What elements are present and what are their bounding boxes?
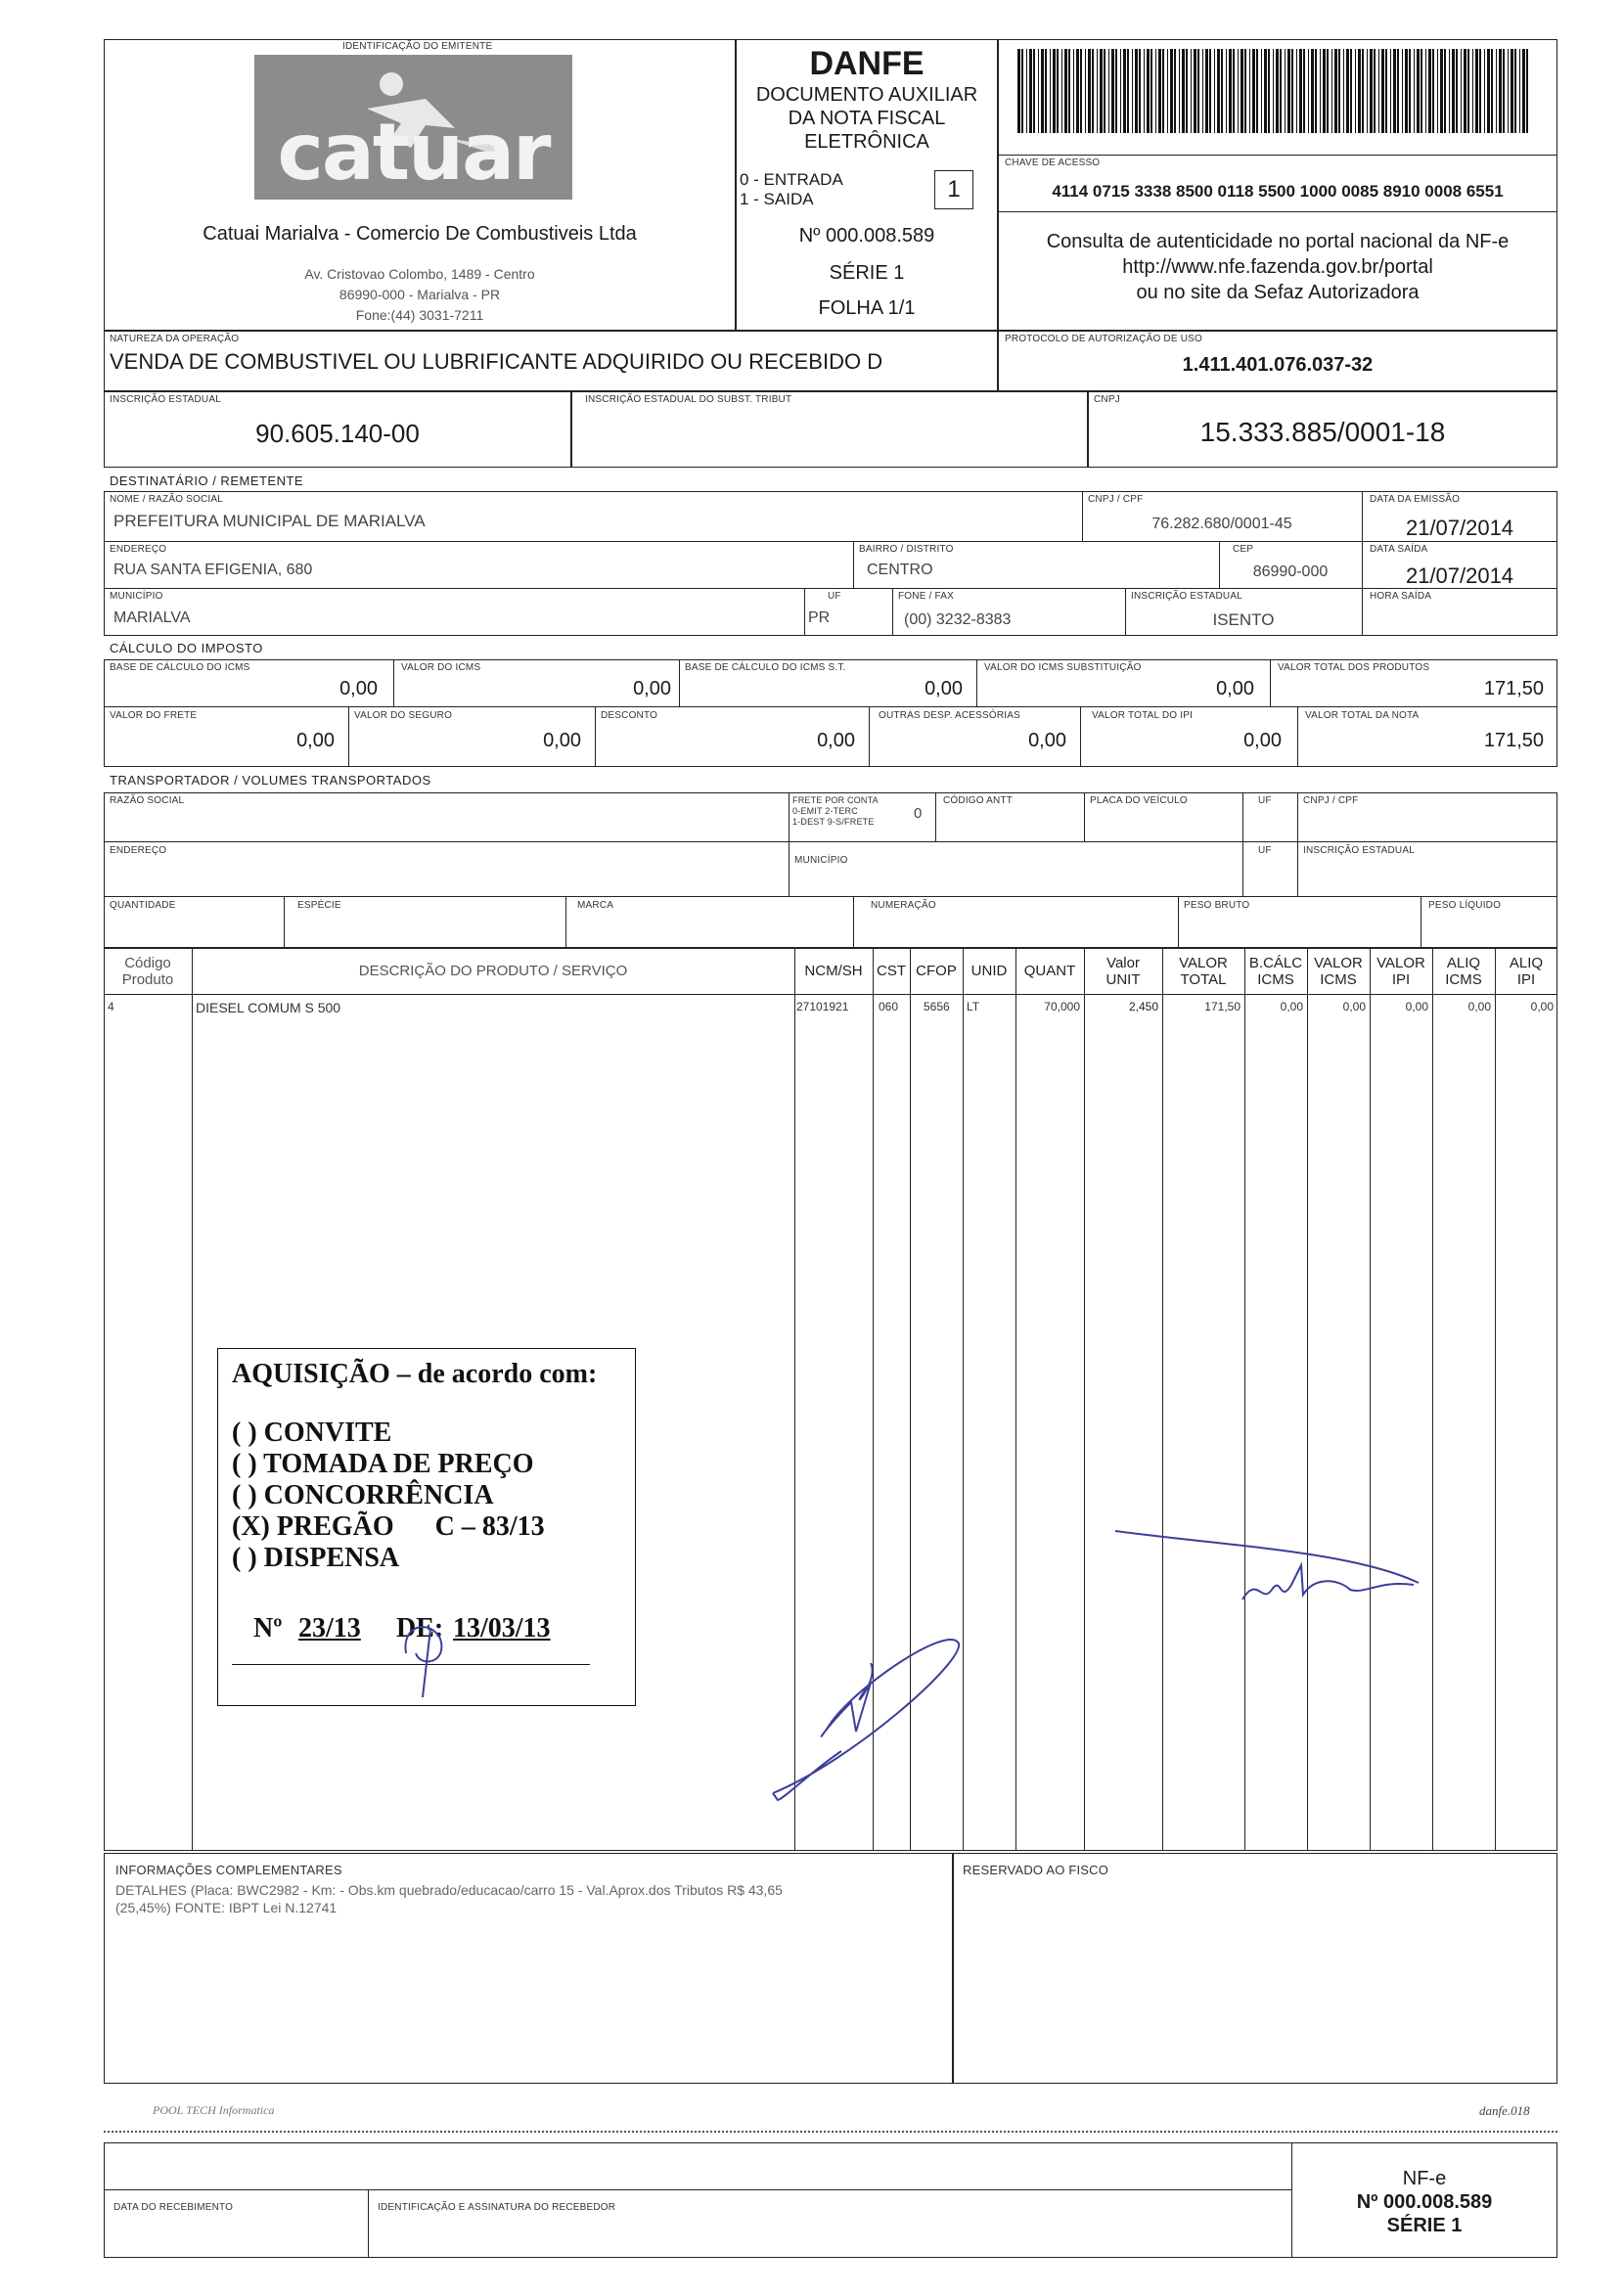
transp-marca-label: MARCA (577, 900, 614, 911)
barcode-bar (1526, 49, 1528, 133)
barcode-bar (1108, 49, 1109, 133)
barcode-bar (1508, 49, 1509, 133)
barcode-bar (1334, 49, 1337, 133)
row-bcalc: 0,00 (1280, 1000, 1303, 1013)
danfe-subtitle-2: DA NOTA FISCAL (788, 108, 946, 129)
dest-nome: PREFEITURA MUNICIPAL DE MARIALVA (113, 512, 426, 530)
frete: 0,00 (296, 730, 335, 751)
nf-serie: SÉRIE 1 (829, 262, 905, 284)
emitente-name: Catuai Marialva - Comercio De Combustiveis Ltda (203, 223, 637, 245)
stamp-num: 23/13 (298, 1613, 361, 1643)
barcode-bar (1115, 49, 1117, 133)
barcode-bar (1162, 49, 1164, 133)
barcode-bar (1111, 49, 1114, 133)
row-aipi: 0,00 (1530, 1000, 1554, 1013)
barcode-bar (1088, 49, 1091, 133)
barcode-bar (1233, 49, 1235, 133)
dest-cep-label: CEP (1233, 544, 1254, 555)
emitente-address: Av. Cristovao Colombo, 1489 - Centro (304, 266, 535, 282)
barcode-bar (1068, 49, 1070, 133)
protocolo-value: 1.411.401.076.037-32 (1182, 354, 1374, 376)
barcode-bar (1061, 49, 1062, 133)
barcode-bar (1440, 49, 1443, 133)
saida-label: 1 - SAIDA (740, 190, 814, 208)
transp-frete-label-2: 0-EMIT 2-TERC (792, 806, 858, 816)
stamp-tomada: ( ) TOMADA DE PREÇO (232, 1449, 534, 1479)
dest-fone: (00) 3232-8383 (904, 611, 1012, 628)
transp-peso-bruto-label: PESO BRUTO (1184, 900, 1250, 911)
barcode-bar (1338, 49, 1340, 133)
barcode-bar (1186, 49, 1188, 133)
stamp-de-label: DE: (396, 1613, 444, 1643)
total-produtos: 171,50 (1483, 678, 1544, 699)
barcode-bar (1144, 49, 1145, 133)
barcode-bar (1390, 49, 1391, 133)
dest-hora-label: HORA SAÍDA (1370, 591, 1432, 602)
barcode-bar (1127, 49, 1129, 133)
seguro: 0,00 (543, 730, 581, 751)
th-cfop: CFOP (916, 963, 957, 979)
fisco-label: RESERVADO AO FISCO (963, 1863, 1109, 1877)
company-logo (254, 55, 572, 200)
barcode-bar (1320, 49, 1321, 133)
assinatura-label: IDENTIFICAÇÃO E ASSINATURA DO RECEBEDOR (378, 2202, 616, 2213)
canhoto-numero: Nº 000.008.589 (1356, 2191, 1493, 2213)
th-quant: QUANT (1023, 963, 1076, 979)
transportador-box (104, 792, 1557, 949)
total-nota: 171,50 (1483, 730, 1544, 751)
barcode-bar (1479, 49, 1481, 133)
dest-municipio-label: MUNICÍPIO (110, 591, 163, 602)
canhoto-serie: SÉRIE 1 (1386, 2215, 1463, 2236)
barcode-bar (1202, 49, 1203, 133)
barcode-bar (1414, 49, 1415, 133)
outras-label: OUTRAS DESP. ACESSÓRIAS (879, 710, 1021, 721)
valor-st: 0,00 (1216, 678, 1254, 699)
consulta-line-2[interactable]: http://www.nfe.fazenda.gov.br/portal (1122, 256, 1433, 278)
barcode-bar (1362, 49, 1364, 133)
base-st: 0,00 (925, 678, 963, 699)
transp-endereco-label: ENDEREÇO (110, 845, 167, 856)
barcode-bar (1076, 49, 1079, 133)
total-nota-label: VALOR TOTAL DA NOTA (1305, 710, 1420, 721)
dest-endereco-label: ENDEREÇO (110, 544, 167, 555)
stamp-convite: ( ) CONVITE (232, 1418, 392, 1448)
stamp-pregao: (X) PREGÃO C – 83/13 (232, 1511, 545, 1542)
dest-emissao-label: DATA DA EMISSÃO (1370, 494, 1461, 505)
emitente-header: IDENTIFICAÇÃO DO EMITENTE (342, 41, 493, 52)
barcode-bar (1273, 49, 1274, 133)
valor-st-label: VALOR DO ICMS SUBSTITUIÇÃO (984, 662, 1142, 673)
th-vunit: Valor UNIT (1105, 955, 1141, 988)
barcode-bar (1038, 49, 1039, 133)
barcode-bar (1355, 49, 1356, 133)
barcode-bar (1496, 49, 1497, 133)
barcode-bar (1421, 49, 1422, 133)
transp-frete-value: 0 (914, 805, 923, 822)
barcode-bar (1327, 49, 1329, 133)
barcode-bar (1276, 49, 1279, 133)
barcode-bar (1374, 49, 1376, 133)
barcode-bar (1139, 49, 1141, 133)
protocolo-label: PROTOCOLO DE AUTORIZAÇÃO DE USO (1005, 334, 1202, 344)
transportador-section: TRANSPORTADOR / VOLUMES TRANSPORTADOS (110, 773, 431, 788)
nf-folha: FOLHA 1/1 (818, 297, 916, 319)
ipi-label: VALOR TOTAL DO IPI (1092, 710, 1194, 721)
barcode-bar (1226, 49, 1227, 133)
dest-uf: PR (808, 609, 831, 626)
barcode-bar (1452, 49, 1455, 133)
barcode-bar (1261, 49, 1262, 133)
barcode-bar (1155, 49, 1156, 133)
row-cfop: 5656 (924, 1000, 950, 1013)
barcode-bar (1444, 49, 1446, 133)
barcode-bar (1472, 49, 1473, 133)
barcode (1017, 49, 1534, 133)
desconto: 0,00 (817, 730, 855, 751)
barcode-bar (1097, 49, 1098, 133)
th-cst: CST (877, 963, 906, 979)
barcode-bar (1053, 49, 1056, 133)
barcode-bar (1057, 49, 1059, 133)
barcode-bar (1229, 49, 1232, 133)
th-vipi: VALOR IPI (1376, 955, 1425, 988)
recebimento-label: DATA DO RECEBIMENTO (113, 2202, 234, 2213)
footer-right: danfe.018 (1479, 2103, 1530, 2118)
total-produtos-label: VALOR TOTAL DOS PRODUTOS (1278, 662, 1430, 673)
th-aipi: ALIQ IPI (1509, 955, 1544, 988)
barcode-bar (1064, 49, 1067, 133)
cnpj-label: CNPJ (1094, 394, 1120, 405)
canhoto-nfe: NF-e (1402, 2168, 1447, 2189)
barcode-bar (1073, 49, 1074, 133)
barcode-bar (1080, 49, 1082, 133)
barcode-bar (1135, 49, 1138, 133)
dest-bairro: CENTRO (867, 562, 933, 578)
barcode-bar (1367, 49, 1368, 133)
dest-cep: 86990-000 (1252, 563, 1329, 580)
barcode-bar (1182, 49, 1185, 133)
barcode-bar (1285, 49, 1286, 133)
barcode-bar (1370, 49, 1373, 133)
barcode-bar (1179, 49, 1180, 133)
barcode-bar (1323, 49, 1326, 133)
barcode-bar (1296, 49, 1297, 133)
barcode-bar (1432, 49, 1434, 133)
barcode-bar (1308, 49, 1309, 133)
barcode-bar (1393, 49, 1396, 133)
seguro-label: VALOR DO SEGURO (354, 710, 453, 721)
transp-frete-label-3: 1-DEST 9-S/FRETE (792, 817, 875, 827)
barcode-bar (1409, 49, 1411, 133)
barcode-bar (1194, 49, 1196, 133)
barcode-bar (1147, 49, 1150, 133)
barcode-bar (1437, 49, 1438, 133)
row-vicms: 0,00 (1342, 1000, 1366, 1013)
dest-saida: 21/07/2014 (1405, 563, 1514, 588)
barcode-bar (1150, 49, 1152, 133)
barcode-bar (1484, 49, 1485, 133)
valor-icms-label: VALOR DO ICMS (401, 662, 481, 673)
transp-quantidade-label: QUANTIDADE (110, 900, 176, 911)
barcode-bar (1280, 49, 1282, 133)
barcode-bar (1464, 49, 1466, 133)
barcode-bar (1158, 49, 1161, 133)
barcode-bar (1221, 49, 1223, 133)
barcode-bar (1350, 49, 1352, 133)
barcode-bar (1487, 49, 1490, 133)
barcode-bar (1511, 49, 1513, 133)
barcode-bar (1381, 49, 1384, 133)
emitente-phone: Fone:(44) 3031-7211 (355, 307, 484, 323)
dest-cnpj: 76.282.680/0001-45 (1151, 516, 1292, 532)
barcode-bar (1041, 49, 1044, 133)
barcode-bar (1256, 49, 1258, 133)
th-codigo: Código Produto (121, 955, 174, 988)
stamp-de: 13/03/13 (453, 1613, 551, 1643)
barcode-bar (1405, 49, 1408, 133)
transp-numeracao-label: NUMERAÇÃO (871, 900, 936, 911)
barcode-bar (1021, 49, 1023, 133)
info-label: INFORMAÇÕES COMPLEMENTARES (115, 1863, 342, 1877)
danfe-title: DANFE (809, 45, 925, 82)
natureza-label: NATUREZA DA OPERAÇÃO (110, 334, 240, 344)
consulta-line-1: Consulta de autenticidade no portal nacional da NF-e (1046, 231, 1510, 252)
barcode-bar (1120, 49, 1121, 133)
barcode-bar (1029, 49, 1032, 133)
row-cst: 060 (879, 1000, 899, 1013)
dest-fone-label: FONE / FAX (898, 591, 955, 602)
transp-especie-label: ESPÉCIE (297, 900, 341, 911)
barcode-bar (1026, 49, 1027, 133)
barcode-bar (1402, 49, 1403, 133)
barcode-bar (1170, 49, 1173, 133)
barcode-bar (1291, 49, 1293, 133)
dest-emissao: 21/07/2014 (1405, 516, 1514, 540)
destinatario-section: DESTINATÁRIO / REMETENTE (110, 473, 304, 488)
barcode-bar (1033, 49, 1035, 133)
barcode-bar (1417, 49, 1420, 133)
aquisicao-stamp (217, 1348, 636, 1706)
barcode-bar (1467, 49, 1469, 133)
row-descricao: DIESEL COMUM S 500 (196, 1000, 341, 1015)
barcode-bar (1167, 49, 1168, 133)
row-quant: 70,000 (1044, 1000, 1080, 1013)
imposto-section: CÁLCULO DO IMPOSTO (110, 641, 263, 655)
transp-ie-label: INSCRIÇÃO ESTADUAL (1303, 845, 1415, 856)
ie-subst-label: INSCRIÇÃO ESTADUAL DO SUBST. TRIBUT (585, 394, 792, 405)
info-line-1: DETALHES (Placa: BWC2982 - Km: - Obs.km quebrado/educacao/carro 15 - Val.Aprox.dos Tributos R$ 43,65 (115, 1882, 783, 1898)
row-vipi: 0,00 (1405, 1000, 1428, 1013)
barcode-bar (1461, 49, 1462, 133)
valor-icms: 0,00 (633, 678, 671, 699)
barcode-bar (1428, 49, 1431, 133)
barcode-bar (1104, 49, 1105, 133)
logo-text: catuar (277, 107, 550, 198)
th-descricao: DESCRIÇÃO DO PRODUTO / SERVIÇO (358, 963, 628, 979)
cut-line (104, 2131, 1557, 2133)
transp-municipio-label: MUNICÍPIO (794, 855, 848, 866)
fisco-box (953, 1853, 1557, 2084)
barcode-bar (1132, 49, 1133, 133)
row-ncm: 27101921 (796, 1000, 849, 1013)
barcode-bar (1191, 49, 1192, 133)
barcode-bar (1241, 49, 1243, 133)
stamp-title: AQUISIÇÃO – de acordo com: (232, 1359, 598, 1389)
barcode-bar (1385, 49, 1387, 133)
dest-nome-label: NOME / RAZÃO SOCIAL (110, 494, 224, 505)
barcode-bar (1303, 49, 1305, 133)
barcode-bar (1214, 49, 1215, 133)
barcode-bar (1050, 49, 1051, 133)
transp-razao-label: RAZÃO SOCIAL (110, 795, 185, 806)
consulta-line-3: ou no site da Sefaz Autorizadora (1136, 282, 1420, 303)
transp-cnpj-label: CNPJ / CPF (1303, 795, 1359, 806)
chave-value: 4114 0715 3338 8500 0118 5500 1000 0085 8910 0008 6551 (1052, 182, 1504, 201)
stamp-num-label: Nº (253, 1613, 283, 1643)
barcode-bar (1238, 49, 1239, 133)
barcode-bar (1197, 49, 1199, 133)
barcode-bar (1449, 49, 1450, 133)
transp-antt-label: CÓDIGO ANTT (943, 795, 1014, 806)
dest-municipio: MARIALVA (113, 609, 191, 626)
barcode-bar (1519, 49, 1520, 133)
th-unid: UNID (970, 963, 1008, 979)
entrada-label: 0 - ENTRADA (740, 170, 843, 189)
stamp-sign-line (232, 1664, 590, 1665)
barcode-bar (1522, 49, 1525, 133)
transp-peso-liquido-label: PESO LÍQUIDO (1428, 900, 1502, 911)
frete-label: VALOR DO FRETE (110, 710, 198, 721)
barcode-bar (1491, 49, 1493, 133)
barcode-bar (1287, 49, 1290, 133)
barcode-bar (1268, 49, 1270, 133)
barcode-bar (1045, 49, 1047, 133)
barcode-bar (1397, 49, 1399, 133)
barcode-bar (1299, 49, 1302, 133)
dest-cnpj-label: CNPJ / CPF (1088, 494, 1144, 505)
barcode-bar (1244, 49, 1246, 133)
row-unid: LT (967, 1000, 980, 1013)
dest-saida-label: DATA SAÍDA (1370, 544, 1428, 555)
transp-uf2-label: UF (1258, 845, 1272, 856)
barcode-bar (1378, 49, 1379, 133)
base-icms: 0,00 (339, 678, 378, 699)
barcode-bar (1331, 49, 1332, 133)
dest-bairro-label: BAIRRO / DISTRITO (859, 544, 954, 555)
transp-frete-label-1: FRETE POR CONTA (792, 795, 879, 805)
stamp-dispensa: ( ) DISPENSA (232, 1543, 400, 1573)
barcode-bar (1100, 49, 1103, 133)
desconto-label: DESCONTO (601, 710, 658, 721)
dest-uf-label: UF (828, 591, 841, 602)
th-ncm: NCM/SH (804, 963, 863, 979)
barcode-bar (1174, 49, 1176, 133)
barcode-bar (1209, 49, 1211, 133)
barcode-bar (1425, 49, 1426, 133)
nf-numero: Nº 000.008.589 (798, 225, 935, 247)
th-vicms: VALOR ICMS (1314, 955, 1363, 988)
barcode-bar (1085, 49, 1086, 133)
dest-ie-label: INSCRIÇÃO ESTADUAL (1131, 591, 1242, 602)
ie-value: 90.605.140-00 (255, 419, 420, 448)
outras: 0,00 (1028, 730, 1066, 751)
emitente-city: 86990-000 - Marialva - PR (338, 287, 501, 302)
barcode-bar (1343, 49, 1344, 133)
th-bcalc: B.CÁLC ICMS (1248, 955, 1303, 988)
natureza-value: VENDA DE COMBUSTIVEL OU LUBRIFICANTE ADQUIRIDO OU RECEBIDO D (110, 349, 883, 374)
barcode-bar (1252, 49, 1255, 133)
row-aicms: 0,00 (1467, 1000, 1491, 1013)
ipi: 0,00 (1243, 730, 1282, 751)
barcode-bar (1264, 49, 1267, 133)
transp-uf-label: UF (1258, 795, 1272, 806)
barcode-bar (1514, 49, 1516, 133)
footer-left: POOL TECH Informatica (153, 2103, 275, 2117)
base-icms-label: BASE DE CÁLCULO DO ICMS (110, 662, 250, 673)
row-vtotal: 171,50 (1204, 1000, 1241, 1013)
barcode-bar (1499, 49, 1502, 133)
stamp-concorrencia: ( ) CONCORRÊNCIA (232, 1480, 494, 1510)
th-vtotal: VALOR TOTAL (1179, 955, 1228, 988)
th-aicms: ALIQ ICMS (1445, 955, 1482, 988)
barcode-bar (1205, 49, 1208, 133)
barcode-bar (1456, 49, 1458, 133)
dest-endereco: RUA SANTA EFIGENIA, 680 (113, 562, 313, 578)
barcode-bar (1475, 49, 1478, 133)
base-st-label: BASE DE CÁLCULO DO ICMS S.T. (685, 662, 846, 673)
danfe-subtitle-1: DOCUMENTO AUXILIAR (755, 84, 978, 106)
barcode-bar (1249, 49, 1250, 133)
barcode-bar (1346, 49, 1349, 133)
barcode-bar (1092, 49, 1094, 133)
barcode-bar (1123, 49, 1126, 133)
barcode-bar (1311, 49, 1314, 133)
barcode-bar (1358, 49, 1361, 133)
barcode-bar (1315, 49, 1317, 133)
cnpj-value: 15.333.885/0001-18 (1199, 417, 1446, 447)
ie-label: INSCRIÇÃO ESTADUAL (110, 394, 221, 405)
barcode-bar (1017, 49, 1020, 133)
chave-label: CHAVE DE ACESSO (1005, 158, 1101, 168)
danfe-subtitle-3: ELETRÔNICA (804, 131, 929, 153)
dest-ie: ISENTO (1212, 610, 1275, 629)
row-codigo: 4 (108, 1000, 114, 1013)
row-vunit: 2,450 (1128, 1000, 1158, 1013)
info-line-2: (25,45%) FONTE: IBPT Lei N.12741 (115, 1900, 338, 1915)
tipo-value: 1 (947, 176, 961, 203)
barcode-bar (1217, 49, 1220, 133)
barcode-bar (1503, 49, 1505, 133)
transp-placa-label: PLACA DO VEÍCULO (1090, 795, 1188, 806)
